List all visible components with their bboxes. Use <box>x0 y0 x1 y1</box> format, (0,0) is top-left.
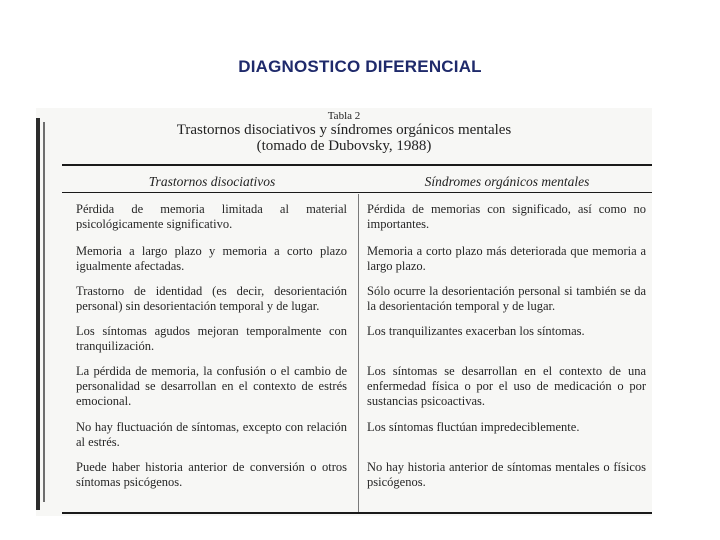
cell-dissociative: No hay fluctuación de síntomas, excepto con relación al estrés. <box>76 420 348 449</box>
slide-title: DIAGNOSTICO DIFERENCIAL <box>238 57 482 76</box>
table-caption-line1: Trastornos disociativos y síndromes orgánicos mentales <box>176 122 512 138</box>
table-caption-line2: (tomado de Dubovsky, 1988) <box>256 138 432 154</box>
table-row <box>76 460 646 500</box>
cell-organic: Memoria a corto plazo más deteriorada que memoria a largo plazo. <box>367 244 646 273</box>
cell-dissociative: Los síntomas agudos mejoran temporalmente con tranquilización. <box>76 324 348 353</box>
cell-organic: No hay historia anterior de síntomas mentales o físicos psicógenos. <box>367 460 646 489</box>
table-caption <box>36 110 652 154</box>
cell-organic: Los tranquilizantes exacerban los síntomas. <box>367 324 585 338</box>
table-row <box>76 364 646 420</box>
cell-organic: Sólo ocurre la desorientación personal si también se da la desorientación temporal y de lugar. <box>367 284 646 313</box>
table-body <box>76 202 646 500</box>
cell-dissociative: Pérdida de memoria limitada al material psicológicamente significativo. <box>76 202 348 231</box>
column-header-dissociative: Trastornos disociativos <box>148 174 276 189</box>
cell-dissociative: Memoria a largo plazo y memoria a corto plazo igualmente afectadas. <box>76 244 348 273</box>
table-header-rule <box>62 192 652 193</box>
column-header-organic: Síndromes orgánicos mentales <box>424 174 590 189</box>
table-row <box>76 420 646 460</box>
cell-dissociative: La pérdida de memoria, la confusión o el cambio de personalidad se desarrollan en el contexto de estrés emocional. <box>76 364 348 408</box>
cell-organic: Los síntomas fluctúan impredeciblemente. <box>367 420 580 434</box>
scan-edge-shadow <box>36 118 40 510</box>
cell-organic: Los síntomas se desarrollan en el contexto de una enfermedad física o por el uso de medicación o por sustancias psicoactivas. <box>367 364 646 408</box>
table-row <box>76 202 646 244</box>
scanned-table-image <box>36 108 652 516</box>
cell-organic: Pérdida de memorias con significado, así como no importantes. <box>367 202 646 231</box>
scan-edge-line <box>43 122 45 502</box>
table-number: Tabla 2 <box>327 110 361 122</box>
cell-dissociative: Puede haber historia anterior de conversión o otros síntomas psicógenos. <box>76 460 348 489</box>
table-top-rule <box>62 164 652 166</box>
cell-dissociative: Trastorno de identidad (es decir, desorientación personal) sin desorientación temporal y de lugar. <box>76 284 348 313</box>
table-row <box>76 284 646 324</box>
table-row <box>76 324 646 364</box>
table-row <box>76 244 646 284</box>
table-bottom-rule <box>62 512 652 514</box>
